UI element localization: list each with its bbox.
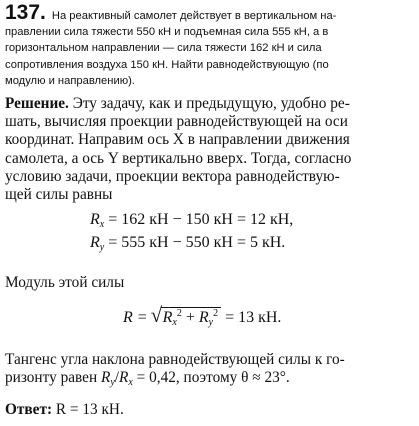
solution-line: самолета, а ось Y вертикально вверх. Тогда, согласно — [5, 149, 352, 167]
solution-heading: Решение. — [5, 95, 69, 112]
modulus-text: Модуль этой силы — [5, 274, 125, 291]
solution-line: щей силы равны — [5, 186, 113, 204]
problem-line: сопротивления воздуха 150 кН. Найти равнодействующую (по — [5, 58, 329, 71]
equation-rx: $R_x = 162$ кН − 150 кН = 12 кН, — [90, 211, 294, 230]
equation-ry: $R_y = 555$ кН − 550 кН = 5 кН. — [90, 234, 286, 253]
radical-sign: √ — [150, 303, 163, 327]
problem-line: 137. На реактивный самолет действует в вертикальном на- — [5, 1, 337, 24]
solution-line: шать, вычисляя проекции равнодействующей на оси — [5, 113, 348, 131]
answer — [5, 401, 415, 419]
solution-line: координат. Направим ось X в направлении движения — [5, 131, 350, 149]
solution-text — [5, 95, 415, 204]
tangent-text: Тангенс угла наклона равнодействующей силы к го- ризонту равен $R_y/R_x = 0,42$, поэтому θ ≈ 23°. — [5, 351, 345, 389]
problem-line: правлении сила тяжести 550 кН и подъемная сила 555 кН, а в — [5, 26, 329, 39]
solution-line: условию задачи, проекции вектора равнодействую- — [5, 167, 340, 185]
solution-line: Решение. Эту задачу, как и предыдущую, удобно ре- — [5, 95, 350, 112]
answer-value: R = 13 кН. — [52, 401, 124, 418]
problem-statement — [5, 1, 415, 89]
answer-label: Ответ: — [5, 401, 53, 418]
equation-modulus: R = √ $R_x^2 + R_y^2 = 13$ кН. — [123, 303, 282, 328]
problem-number: 137. — [5, 1, 46, 24]
sqrt-expression: √ $R_x^2 + R_y^2$ — [152, 307, 222, 328]
problem-line: модулю и направлению). — [5, 74, 135, 87]
problem-line: горизонтальном направлении — сила тяжести 162 кН и сила — [5, 42, 322, 55]
